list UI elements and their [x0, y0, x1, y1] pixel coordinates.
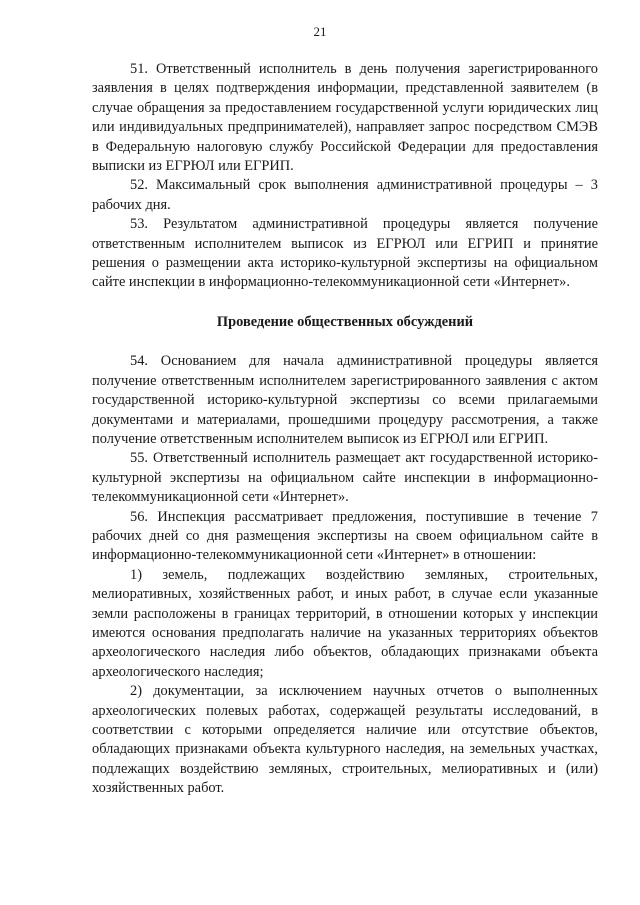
section-heading: Проведение общественных обсуждений	[216, 313, 474, 330]
page-number: 21	[313, 24, 327, 39]
list-item-1: 1) земель, подлежащих воздействию земляных, строительных, мелиоративных, хозяйственных работ, и иных работ, в случае если указанные земли расположены в границах территорий, в отношении которых у инспекции имеются основания предполагать наличие на указанных территориях объектов археологического наследия либо объектов, обладающих признаками объекта археологического наследия;	[92, 566, 598, 680]
paragraph-52: 52. Максимальный срок выполнения административной процедуры – 3 рабочих дня.	[92, 177, 598, 213]
document-body	[92, 60, 598, 799]
paragraph-55: 55. Ответственный исполнитель размещает акт государственной историко-культурной экспертизы на официальном сайте инспекции в информационно-телекоммуникационной сети «Интернет».	[92, 450, 598, 506]
paragraph-53: 53. Результатом административной процедуры является получение ответственным исполнителем выписок из ЕГРЮЛ или ЕГРИП и принятие решения о размещении акта историко-культурной экспертизы на официальном сайте инспекции в информационно-телекоммуникационной сети «Интернет».	[92, 216, 598, 291]
paragraph-54: 54. Основанием для начала административной процедуры является получение ответственным исполнителем зарегистрированного заявления с актом государственной историко-культурной экспертизы со всеми прилагаемыми документами и материалами, прошедшими процедуру рассмотрения, а также получение ответственным исполнителем выписок из ЕГРЮЛ или ЕГРИП.	[92, 353, 598, 447]
list-item-2: 2) документации, за исключением научных отчетов о выполненных археологических полевых работах, содержащей результаты исследований, в соответствии с которыми определяется наличие или отсутствие объектов, обладающих признаками объекта культурного наследия, на земельных участках, подлежащих воздействию земляных, строительных, мелиоративных и (или) хозяйственных работ.	[92, 683, 598, 797]
paragraph-51: 51. Ответственный исполнитель в день получения зарегистрированного заявления в целях подтверждения информации, представленной заявителем (в случае обращения за предоставлением государственной услуги юридических лиц или индивидуальных предпринимателей), направляет запрос посредством СМЭВ в Федеральную налоговую службу Российской Федерации для предоставления выписки из ЕГРЮЛ или ЕГРИП.	[92, 61, 598, 175]
paragraph-56: 56. Инспекция рассматривает предложения, поступившие в течение 7 рабочих дней со дня размещения экспертизы на своем официальном сайте в информационно-телекоммуникационной сети «Интернет» в отношении:	[92, 508, 598, 564]
